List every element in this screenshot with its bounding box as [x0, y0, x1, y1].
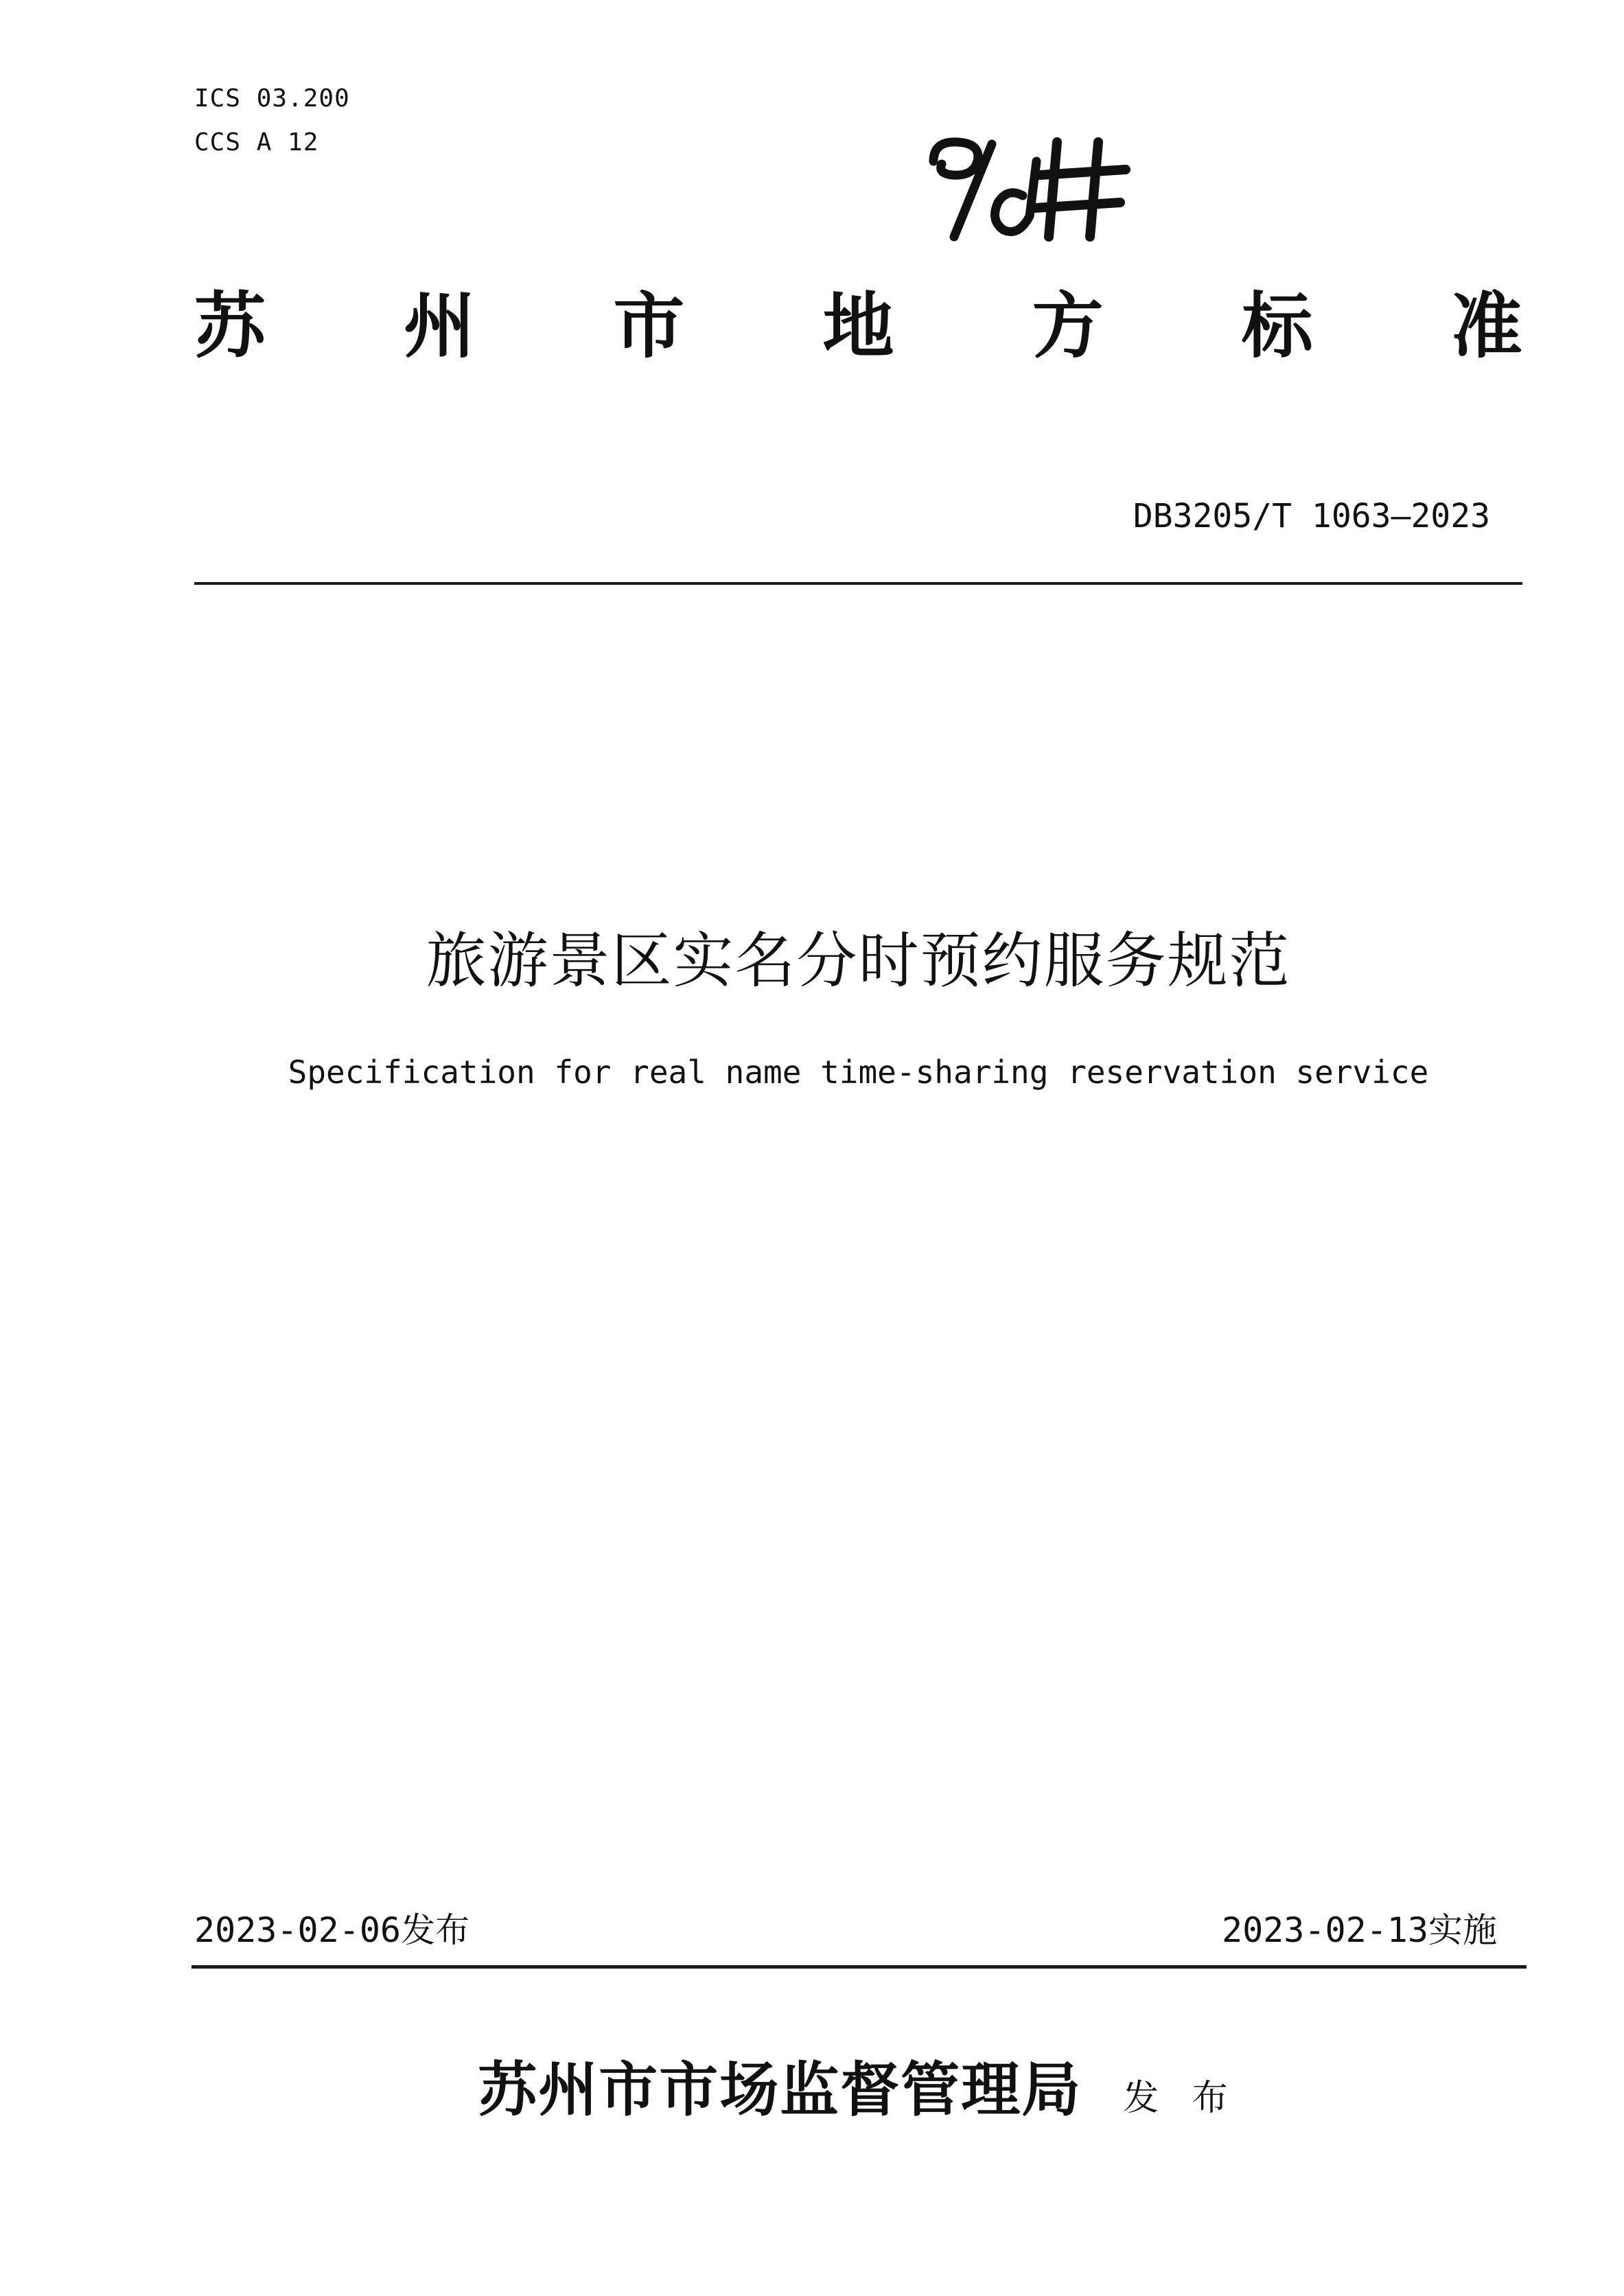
- document-title-zh: 旅游景区实名分时预约服务规范: [426, 925, 1291, 996]
- ccs-code: CCS A 12: [194, 128, 319, 156]
- publish-label: 发布: [401, 1910, 470, 1950]
- standard-type-char: 州: [404, 283, 476, 368]
- standard-number: DB3205/T 1063—2023: [1133, 497, 1490, 535]
- issuer-name: 苏州市市场监督管理局: [478, 2055, 1082, 2124]
- document-title-en: Specification for real name time-sharing reservation service: [288, 1054, 1429, 1091]
- standard-type-char: 市: [613, 283, 685, 368]
- standard-type-char: 标: [1241, 283, 1313, 368]
- standard-type-char: 苏: [194, 283, 266, 368]
- issuer-line: [194, 2052, 1522, 2136]
- publish-date-line: [194, 1908, 469, 1952]
- top-divider: [194, 582, 1522, 585]
- ics-code: ICS 03.200: [194, 84, 350, 113]
- effective-date-line: [1222, 1908, 1497, 1952]
- standard-logo-icon: [927, 134, 1133, 244]
- effective-label: 实施: [1428, 1910, 1497, 1950]
- bottom-divider: [192, 1965, 1527, 1969]
- standard-type-title: [194, 275, 1522, 378]
- publish-date: 2023-02-06: [194, 1910, 402, 1950]
- issuer-action: 发 布: [1123, 2078, 1239, 2119]
- effective-date: 2023-02-13: [1221, 1910, 1428, 1950]
- standard-type-char: 准: [1450, 283, 1522, 368]
- standard-type-char: 地: [822, 283, 894, 368]
- standard-type-char: 方: [1032, 283, 1104, 368]
